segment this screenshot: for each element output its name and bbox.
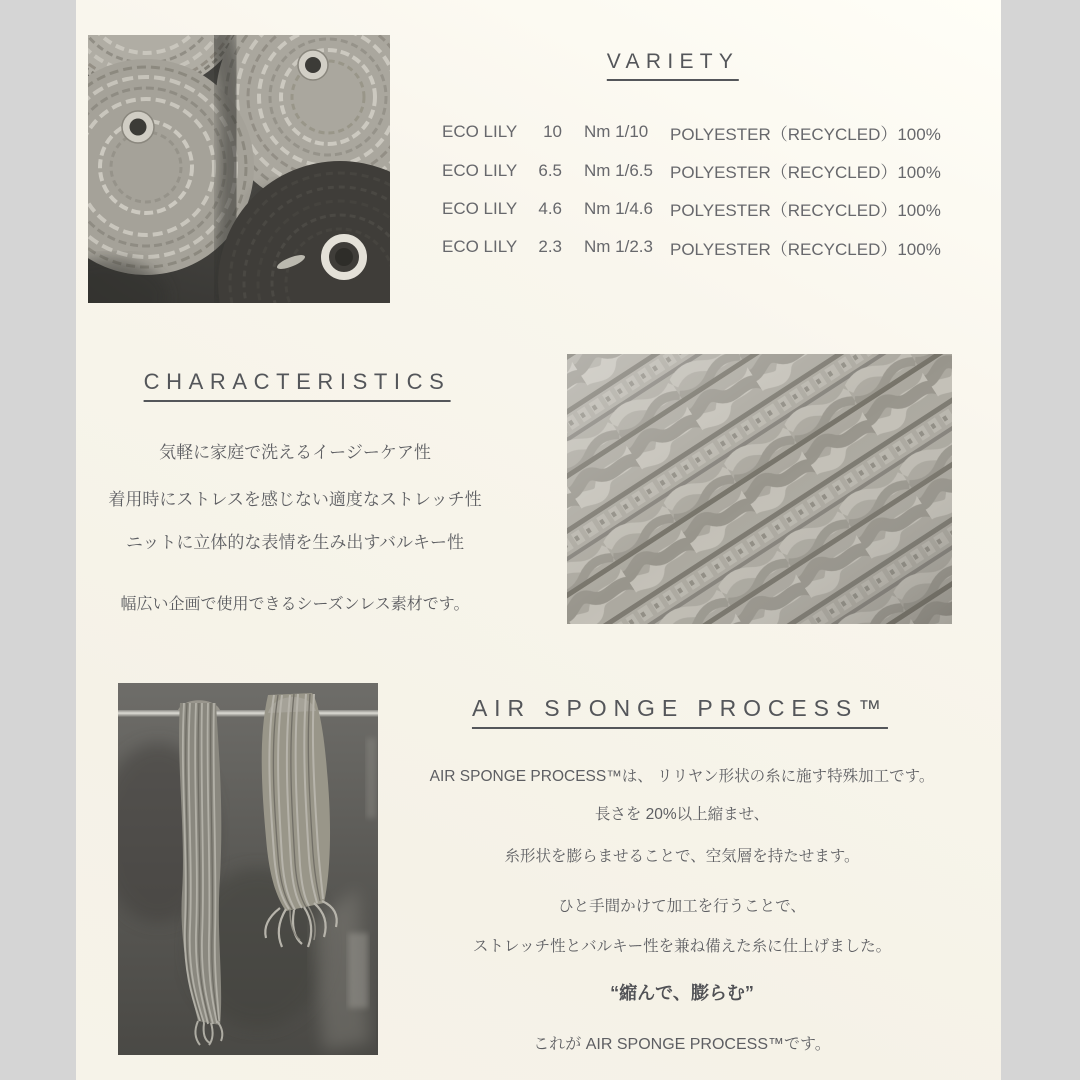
variety-row	[442, 190, 941, 228]
air-sponge-line: ストレッチ性とバルキー性を兼ね備えた糸に仕上げました。	[472, 938, 892, 955]
characteristics-footer: 幅広い企画で使用できるシーズンレス素材です。	[120, 596, 470, 613]
yarn-count: 2.3	[538, 237, 562, 257]
yarn-name: ECO LILY	[442, 160, 518, 180]
composition: POLYESTER（RECYCLED）100%	[670, 124, 941, 144]
yarn-count: 10	[543, 122, 562, 142]
metric-count: Nm 1/6.5	[584, 160, 653, 180]
composition: POLYESTER（RECYCLED）100%	[670, 201, 941, 221]
yarn-hanks-photo	[118, 683, 378, 1055]
metric-count: Nm 1/4.6	[584, 198, 653, 218]
air-sponge-line: AIR SPONGE PROCESS™は、 リリヤン形状の糸に施す特殊加工です。	[429, 768, 935, 785]
air-sponge-tagline: “縮んで、膨らむ”	[610, 983, 754, 1003]
yarn-name: ECO LILY	[442, 198, 518, 218]
yarn-name: ECO LILY	[442, 237, 518, 257]
yarn-cones-photo	[88, 35, 390, 303]
composition: POLYESTER（RECYCLED）100%	[670, 163, 941, 183]
yarn-name: ECO LILY	[442, 122, 518, 142]
yarn-count: 4.6	[538, 198, 562, 218]
cable-knit-illustration	[567, 354, 952, 624]
variety-row	[442, 151, 941, 189]
characteristic-line: 着用時にストレスを感じない適度なストレッチ性	[108, 490, 482, 509]
yarn-hanks-illustration	[118, 683, 378, 1055]
yarn-count: 6.5	[538, 160, 562, 180]
air-sponge-line: 糸形状を膨らませることで、空気層を持たせます。	[504, 848, 860, 865]
cable-knit-photo	[567, 354, 952, 624]
variety-title: VARIETY	[607, 51, 739, 81]
air-sponge-closing: これが AIR SPONGE PROCESS™です。	[533, 1036, 831, 1053]
air-sponge-line: 長さを 20%以上縮ませ、	[594, 806, 770, 823]
characteristic-line: ニットに立体的な表情を生み出すバルキー性	[126, 533, 464, 552]
metric-count: Nm 1/2.3	[584, 237, 653, 257]
metric-count: Nm 1/10	[584, 122, 649, 142]
variety-row	[442, 228, 941, 266]
variety-table	[442, 113, 941, 267]
characteristics-title: CHARACTERISTICS	[144, 371, 451, 402]
yarn-cones-illustration	[88, 35, 390, 303]
air-sponge-process-title: AIR SPONGE PROCESS™	[472, 697, 888, 729]
characteristic-line: 気軽に家庭で洗えるイージーケア性	[159, 443, 431, 462]
air-sponge-line: ひと手間かけて加工を行うことで、	[558, 898, 806, 915]
catalog-page	[76, 0, 1001, 1080]
composition: POLYESTER（RECYCLED）100%	[670, 239, 941, 259]
variety-row	[442, 113, 941, 151]
